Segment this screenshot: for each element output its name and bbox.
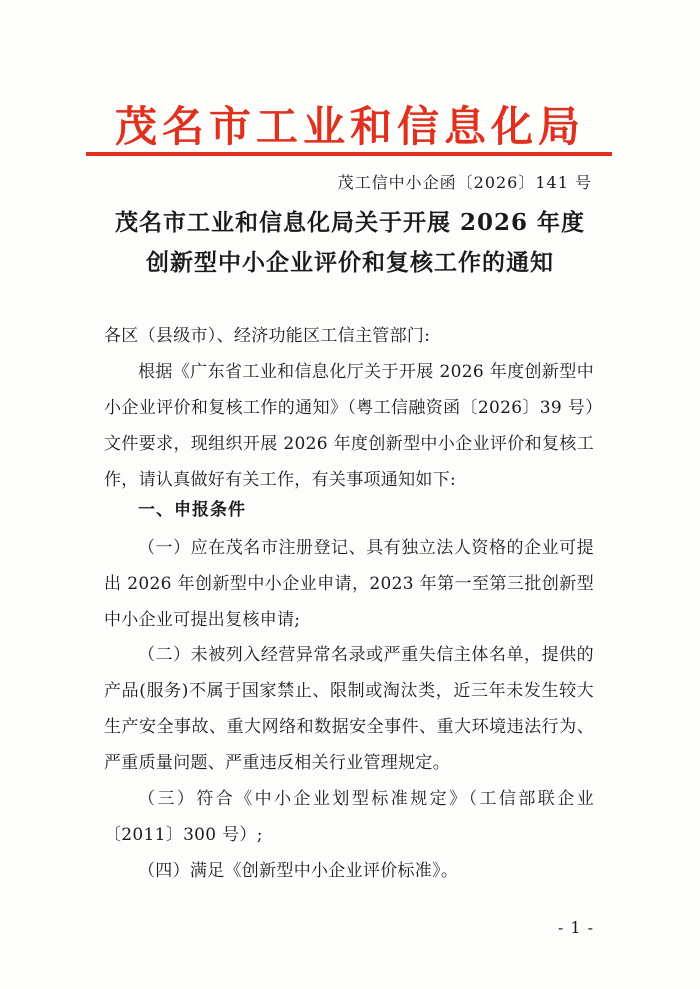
document-number: 茂工信中小企函〔2026〕141 号 bbox=[337, 173, 592, 192]
condition-text: （二）未被列入经营异常名录或严重失信主体名单，提供的产品(服务)不属于国家禁止、限制或淘汰类，近三年未发生较大生产安全事故、重大网络和数据安全事件、重大环境违法行为、严重质量问题、严重违反相关行业管理规定。 bbox=[104, 645, 594, 773]
condition-item-3 bbox=[104, 781, 594, 853]
salutation: 各区（县级市）、经济功能区工信主管部门: bbox=[104, 326, 431, 346]
condition-item-2 bbox=[104, 637, 594, 781]
red-rule-divider bbox=[86, 152, 612, 156]
page-number: - 1 - bbox=[557, 918, 594, 937]
document-title-line-2: 创新型中小企业评价和复核工作的通知 bbox=[146, 249, 554, 276]
intro-paragraph bbox=[104, 354, 594, 498]
condition-text: （四）满足《创新型中小企业评价标准》。 bbox=[138, 861, 459, 881]
document-title-line-1: 茂名市工业和信息化局关于开展 2026 年度 bbox=[114, 209, 586, 236]
masthead-title: 茂名市工业和信息化局 bbox=[114, 102, 585, 151]
condition-item-4 bbox=[104, 853, 594, 889]
intro-text: 根据《广东省工业和信息化厅关于开展 2026 年度创新型中小企业评价和复核工作的通知》（粤工信融资函〔2026〕39 号）文件要求，现组织开展 2026 年度创新型中小企业评价和复核工作，请认真做好有关工作，有关事项通知如下: bbox=[104, 362, 594, 490]
condition-text: （一）应在茂名市注册登记、具有独立法人资格的企业可提出 2026 年创新型中小企业申请，2023 年第一至第三批创新型中小企业可提出复核申请; bbox=[104, 538, 594, 630]
condition-text: （三）符合《中小企业划型标准规定》（工信部联企业〔2011〕300 号）; bbox=[104, 789, 594, 845]
section-heading: 一、申报条件 bbox=[138, 500, 246, 520]
condition-item-1 bbox=[104, 530, 594, 638]
